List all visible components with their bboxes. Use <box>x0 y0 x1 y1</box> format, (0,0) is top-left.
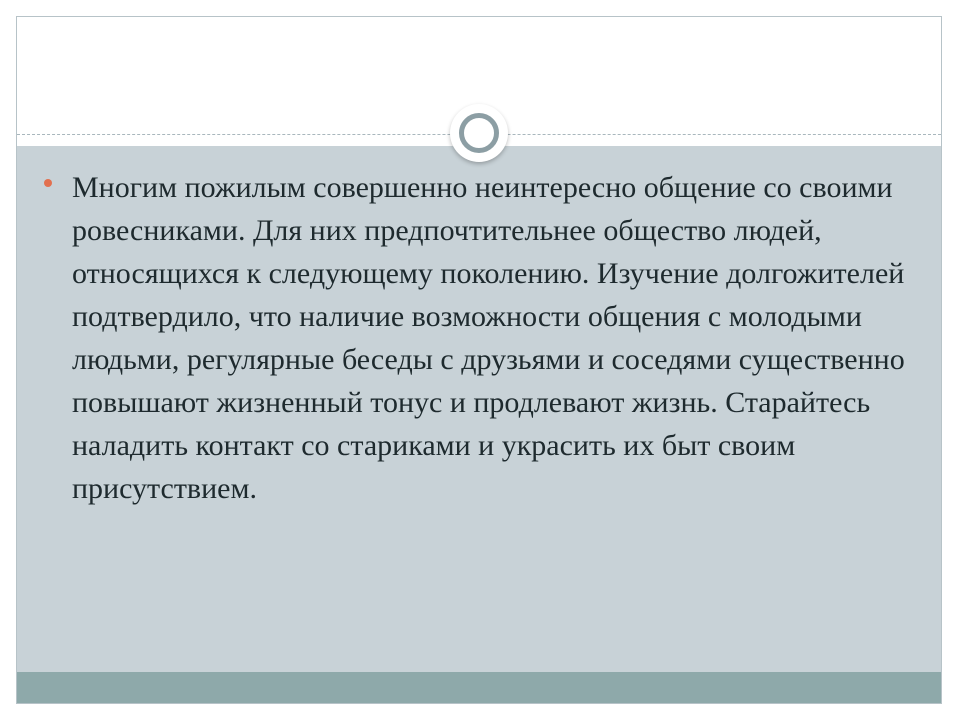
ring-inner <box>459 113 499 153</box>
circle-ring-icon <box>450 104 508 162</box>
bullet-dot-icon <box>44 179 52 187</box>
footer-bar <box>17 672 941 703</box>
bullet-text: Многим пожилым совершенно неинтересно общение со своими ровесниками. Для них предпочтительнее общество людей, относящихся к следующему поколению. Изучение долгожителей подтвердило, что наличие возможности общения с молодыми людьми, регулярные беседы с друзьями и соседями существенно повышают жизненный тонус и продлевают жизнь. Старайтесь наладить контакт со стариками и украсить их быт своим присутствием. <box>72 171 905 505</box>
